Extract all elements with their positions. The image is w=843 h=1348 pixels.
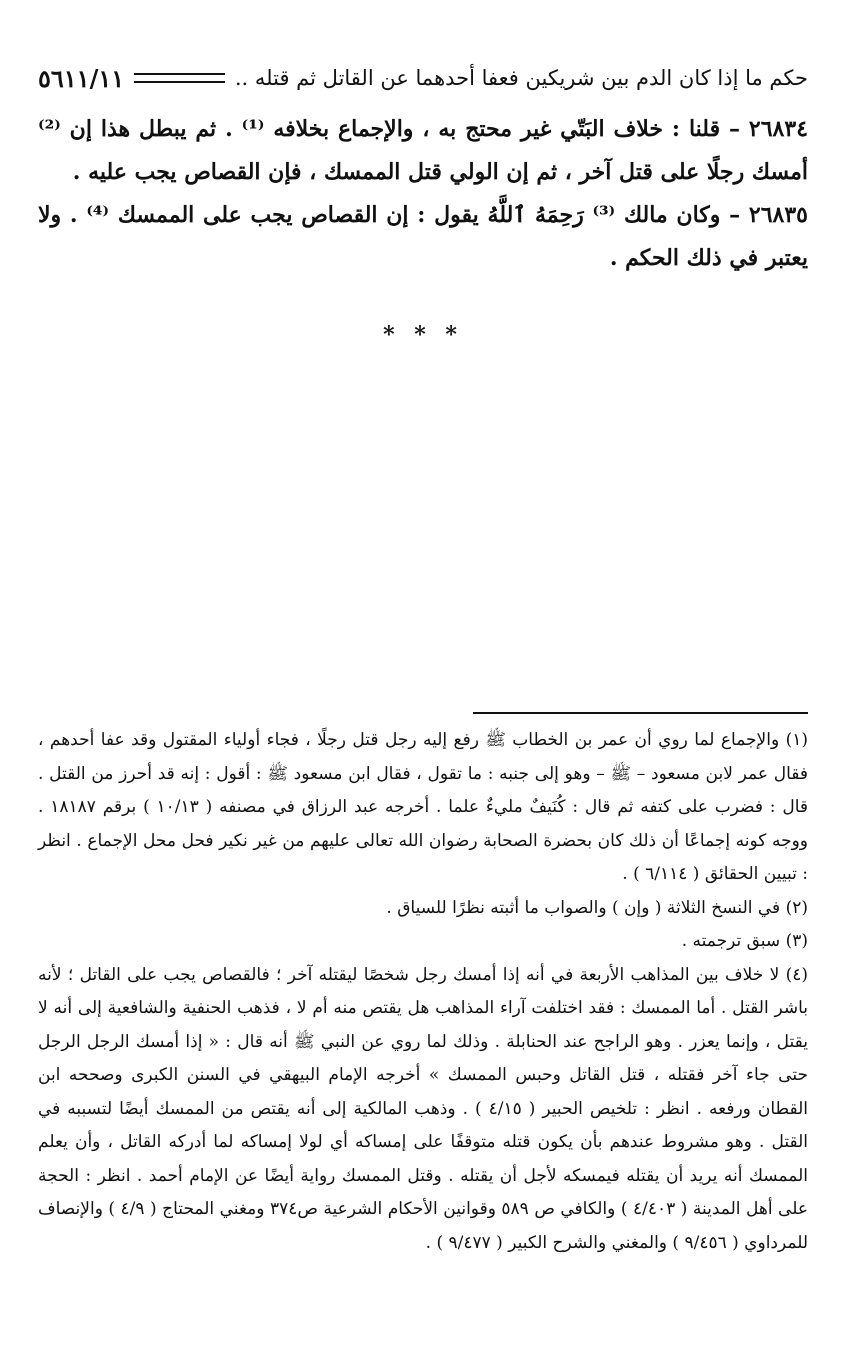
- section-separator: * * *: [383, 322, 463, 348]
- footnote-rule: [473, 712, 808, 714]
- entry-text: – وكان مالك ⁽³⁾ رَحِمَهُ ٱللَّهُ يقول : إن القصاص يجب على الممسك ⁽⁴⁾ . ولا يعتبر في ذلك الحكم .: [38, 202, 808, 271]
- entry-number: ٢٦٨٣٤: [748, 116, 809, 142]
- entry-text: – قلنا : خلاف البَتّي غير محتج به ، والإجماع بخلافه ⁽¹⁾ . ثم يبطل هذا إن ⁽²⁾ أمسك رجلًا على قتل آخر ، ثم إن الولي قتل الممسك ، فإن القصاص يجب عليه .: [38, 116, 808, 185]
- footnote-3: (٣) سبق ترجمته .: [681, 931, 808, 951]
- footnote-2: (٢) في النسخ الثلاثة ( وإن ) والصواب ما أثبته نظرًا للسياق .: [386, 897, 808, 918]
- running-header: [38, 58, 808, 98]
- entry-26835: [38, 194, 808, 280]
- entry-number: ٢٦٨٣٥: [748, 202, 808, 228]
- running-title: حكم ما إذا كان الدم بين شريكين فعفا أحدهما عن القاتل ثم قتله ..: [234, 66, 808, 90]
- book-page: [38, 0, 808, 1348]
- main-text: [38, 108, 808, 280]
- footnote-4: (٤) لا خلاف بين المذاهب الأربعة في أنه إذا أمسك رجل شخصًا ليقتله آخر ؛ فالقصاص يجب على القاتل ؛ لأنه باشر القتل . أما الممسك : فقد اختلفت آراء المذاهب هل يقتص منه أم لا ، فذهب الحنفية والشافعية إلى أنه لا يقتل ، وإنما يعزر . وهو الراجح عند الحنابلة . وذلك لما روي عن النبي ﷺ أنه قال : « إذا أمسك الرجل الرجل حتى جاء آخر فقتله ، قتل القاتل وحبس الممسك » أخرجه الإمام البيهقي في السنن الكبرى وصححه ابن القطان ورفعه . انظر : تلخيص الحبير ( ٤/١٥ ) . وذهب المالكية إلى أنه يقتص من الممسك أيضًا لتسببه في القتل . وهو مشروط عندهم بأن يكون قتله متوقفًا على إمساكه أي لولا إمساكه لما أدركه القاتل ، وأن يعلم الممسك أنه يريد أن يقتله فيمسكه لأجل أن يقتله . وقتل الممسك رواية أيضًا عن الإمام أحمد . انظر : الحجة على أهل المدينة ( ٤/٤٠٣ ) والكافي ص ٥٨٩ وقوانين الأحكام الشرعية ص٣٧٤ ومغني المحتاج ( ٤/٩ ) والإنصاف للمرداوي ( ٩/٤٥٦ ) والمغني والشرح الكبير ( ٩/٤٧٧ ) .: [38, 964, 809, 1253]
- header-rule: [134, 73, 225, 83]
- footnotes: [38, 724, 808, 1260]
- footnote-1: (١) والإجماع لما روي أن عمر بن الخطاب ﷺ رفع إليه رجل قتل رجلًا ، فجاء أولياء المقتول وقد عفا أحدهم ، فقال عمر لابن مسعود – ﷺ – وهو إلى جنبه : ما تقول ، فقال ابن مسعود ﷺ : أقول : إنه قد أحرز من القتل . قال : فضرب على كتفه ثم قال : كُنَيفٌ مليءٌ علما . أخرجه عبد الرزاق في مصنفه ( ١٠/١٣ ) برقم ١٨١٨٧ . ووجه كونه إجماعًا أن ذلك كان بحضرة الصحابة رضوان الله تعالى عليهم من غير نكير فحل محل الإجماع . انظر : تبيين الحقائق ( ٦/١١٤ ) .: [38, 730, 809, 884]
- page-number: ٥٦١١/١١: [38, 63, 125, 93]
- entry-26834: [38, 108, 808, 194]
